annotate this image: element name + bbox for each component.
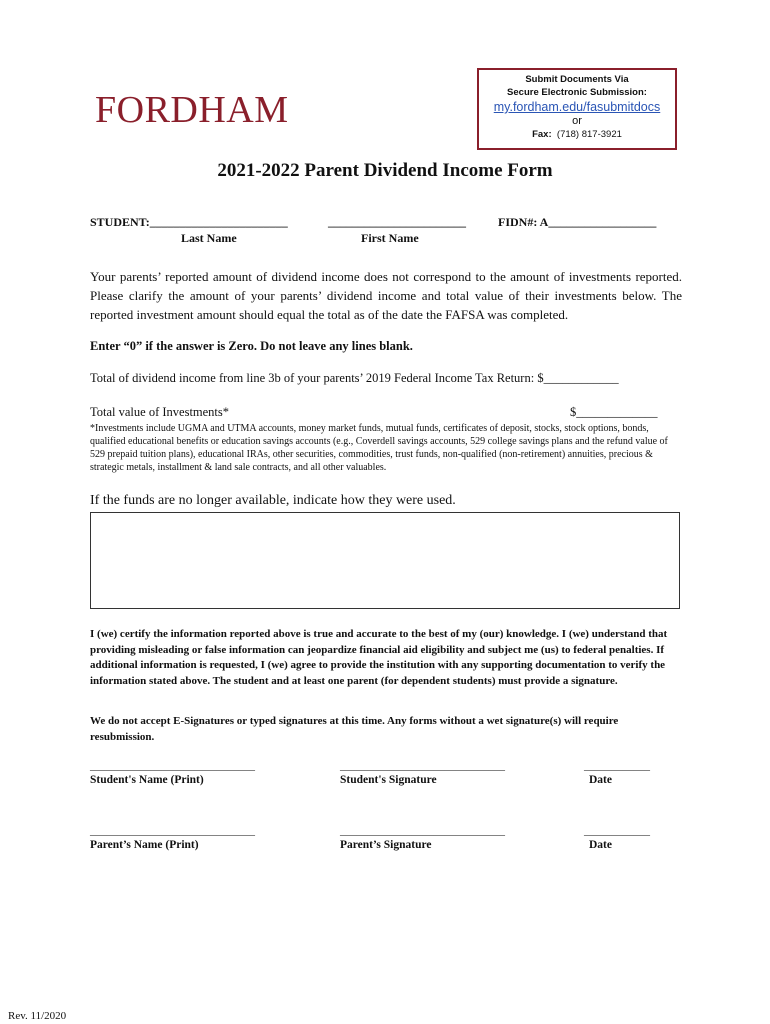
student-date-label: Date [589,774,612,786]
investments-note: *Investments include UGMA and UTMA accounts, money market funds, mutual funds, certificates of deposit, stocks, stock options, bonds, qualified educational benefits or education savings accounts (e.g., Coverdell savings accounts, 529 college savings plans and the refund value of 529 prepaid tuition plans), educational IRAs, other securities, commodities, trust funds, non-qualified (non-retirement) annuities, precious & strategic metals, installment & land sale contracts, and all other valuables. [90,423,668,473]
investments-field[interactable]: $_____________ [570,405,658,419]
funds-usage-textbox[interactable] [90,512,680,609]
fax-number: (718) 817-3921 [556,129,622,140]
student-first-name-field[interactable]: _______________________ [328,215,466,229]
parent-signature-line[interactable]: ______________________________ [340,825,505,837]
student-signature-label: Student's Signature [340,774,437,786]
parent-name-label: Parent’s Name (Print) [90,839,199,851]
first-name-caption: First Name [361,231,419,245]
revision-note: Rev. 11/2020 [8,1010,67,1022]
funds-question: If the funds are no longer available, indicate how they were used. [90,493,456,508]
parent-date-label: Date [589,839,612,851]
fidn-field[interactable]: FIDN#: A__________________ [498,215,657,229]
esignature-note: We do not accept E-Signatures or typed signatures at this time. Any forms without a wet signature(s) will require resubmission. [90,715,619,743]
last-name-caption: Last Name [181,231,237,245]
certification-paragraph: I (we) certify the information reported above is true and accurate to the best of my (our) knowledge. I (we) understand that providing misleading or false information can jeopardize financial aid eligibility and subject me (us) to federal penalties. If additional information is requested, I (we) agree to provide the institution with any supporting documentation to verify the information stated above. The student and at least one parent (for dependent students) must provide a signature. [90,628,668,687]
submit-box-line1: Submit Documents Via [525,74,629,85]
student-name-line[interactable]: ______________________________ [90,760,255,772]
student-signature-line[interactable]: ______________________________ [340,760,505,772]
fordham-logo: FORDHAM [95,89,289,131]
investments-label: Total value of Investments* [90,405,230,419]
parent-date-line[interactable]: ____________ [584,825,650,837]
form-title: 2021-2022 Parent Dividend Income Form [217,160,553,181]
submit-documents-box [477,68,677,150]
submission-link[interactable]: my.fordham.edu/fasubmitdocs [493,100,661,114]
submit-box-or: or [572,115,582,127]
fax-label: Fax: [532,129,552,140]
dividend-income-field[interactable]: Total of dividend income from line 3b of your parents’ 2019 Federal Income Tax Return: $____________ [90,371,619,385]
fax-line [479,129,675,140]
student-date-line[interactable]: ____________ [584,760,650,772]
submit-box-line2: Secure Electronic Submission: [507,87,647,98]
parent-signature-label: Parent’s Signature [340,839,432,851]
parent-name-line[interactable]: ______________________________ [90,825,255,837]
intro-paragraph: Your parents’ reported amount of dividend income does not correspond to the amount of investments reported. Please clarify the amount of your parents’ dividend income and total value of their investments below. The reported investment amount should equal the total as of the date the FAFSA was completed. [90,269,682,322]
student-last-name-field[interactable]: STUDENT:_______________________ [90,215,288,229]
zero-instruction: Enter “0” if the answer is Zero. Do not leave any lines blank. [90,339,413,353]
student-name-label: Student's Name (Print) [90,774,204,786]
